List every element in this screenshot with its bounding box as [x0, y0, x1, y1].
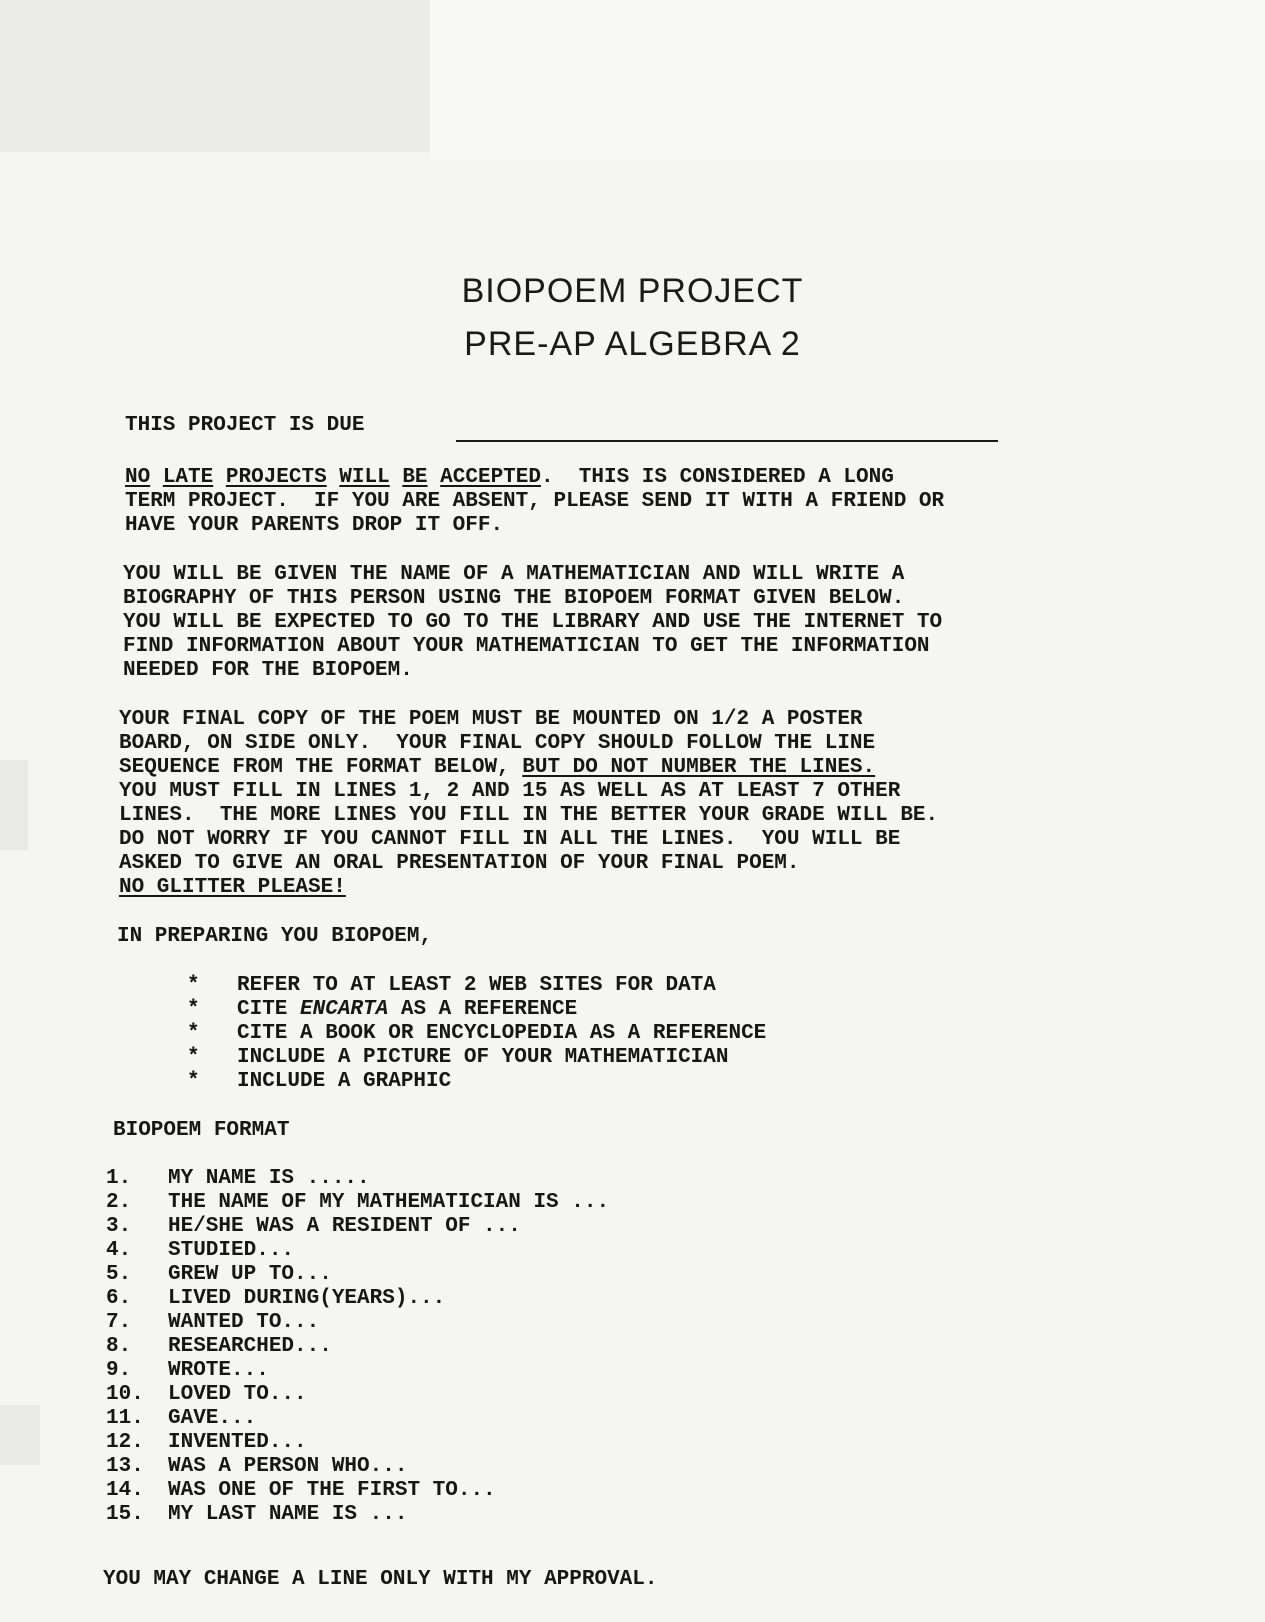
format-item-text: THE NAME OF MY MATHEMATICIAN IS ... [168, 1191, 610, 1214]
late-policy-paragraph [125, 466, 944, 538]
format-heading: BIOPOEM FORMAT [113, 1119, 290, 1142]
due-label: THIS PROJECT IS DUE [125, 414, 365, 437]
format-item-number: 13. [106, 1455, 144, 1478]
page-title: BIOPOEM PROJECT [461, 272, 804, 310]
late-policy-underlined-word: PROJECTS [225, 466, 327, 489]
format-item-number: 10. [106, 1383, 144, 1406]
assignment-paragraph [123, 563, 942, 683]
assignment-line: BIOGRAPHY OF THIS PERSON USING THE BIOPOEM FORMAT GIVEN BELOW. [123, 587, 905, 610]
late-policy-line1-rest: . THIS IS CONSIDERED A LONG [540, 466, 894, 489]
format-item-text: RESEARCHED... [168, 1335, 332, 1358]
requirement-item: INCLUDE A PICTURE OF YOUR MATHEMATICIAN [237, 1046, 729, 1069]
late-policy-underlined-word: WILL [339, 466, 390, 489]
format-item-number: 8. [106, 1335, 132, 1358]
due-date-blank-line [456, 440, 998, 442]
no-glitter-note: NO GLITTER PLEASE! [119, 876, 346, 899]
final-copy-paragraph [119, 708, 938, 900]
late-policy-underlined-word: ACCEPTED [440, 466, 541, 489]
final-copy-line: SEQUENCE FROM THE FORMAT BELOW, [119, 756, 523, 779]
late-policy-line2: TERM PROJECT. IF YOU ARE ABSENT, PLEASE SEND IT WITH A FRIEND OR [125, 490, 945, 513]
late-policy-underlined-word: LATE [162, 466, 214, 489]
format-item-text: WAS ONE OF THE FIRST TO... [168, 1479, 496, 1502]
requirement-item: CITE A BOOK OR ENCYCLOPEDIA AS A REFERENCE [237, 1022, 767, 1045]
bullet-marker: * [187, 1070, 200, 1093]
format-item-text: WROTE... [168, 1359, 269, 1382]
bullet-marker: * [187, 1046, 200, 1069]
requirement-item: INCLUDE A GRAPHIC [237, 1070, 452, 1093]
format-item-number: 11. [106, 1407, 144, 1430]
final-copy-line: BOARD, ON SIDE ONLY. YOUR FINAL COPY SHOULD FOLLOW THE LINE [119, 732, 876, 755]
format-item-text: MY NAME IS ..... [168, 1167, 370, 1190]
format-item-text: GREW UP TO... [168, 1263, 332, 1286]
assignment-line: NEEDED FOR THE BIOPOEM. [123, 659, 413, 682]
format-item-number: 5. [106, 1263, 132, 1286]
format-item-text: MY LAST NAME IS ... [168, 1503, 408, 1526]
late-policy-underlined-word: NO [125, 466, 151, 489]
scan-shading-left-edge [0, 760, 28, 850]
format-item-number: 1. [106, 1167, 132, 1190]
scan-shading-left-edge-lower [0, 1405, 40, 1465]
scan-shading-top-right [430, 0, 1265, 160]
assignment-line: YOU WILL BE EXPECTED TO GO TO THE LIBRARY AND USE THE INTERNET TO [123, 611, 943, 634]
bullet-marker: * [187, 998, 200, 1021]
final-copy-line: YOUR FINAL COPY OF THE POEM MUST BE MOUNTED ON 1/2 A POSTER [119, 708, 863, 731]
assignment-line: FIND INFORMATION ABOUT YOUR MATHEMATICIAN TO GET THE INFORMATION [123, 635, 930, 658]
format-item-number: 12. [106, 1431, 144, 1454]
final-copy-line: DO NOT WORRY IF YOU CANNOT FILL IN ALL THE LINES. YOU WILL BE [119, 828, 901, 851]
final-copy-line: YOU MUST FILL IN LINES 1, 2 AND 15 AS WELL AS AT LEAST 7 OTHER [119, 780, 901, 803]
requirements-list [187, 974, 766, 1094]
format-item-number: 7. [106, 1311, 132, 1334]
bullet-marker: * [187, 1022, 200, 1045]
requirement-item [237, 998, 577, 1021]
preparing-intro: IN PREPARING YOU BIOPOEM, [117, 925, 433, 948]
approval-note: YOU MAY CHANGE A LINE ONLY WITH MY APPROVAL. [103, 1568, 658, 1591]
final-copy-line: LINES. THE MORE LINES YOU FILL IN THE BETTER YOUR GRADE WILL BE. [119, 804, 939, 827]
format-item-number: 14. [106, 1479, 144, 1502]
format-item-text: LIVED DURING(YEARS)... [168, 1287, 446, 1310]
final-copy-line: ASKED TO GIVE AN ORAL PRESENTATION OF YOUR FINAL POEM. [119, 852, 800, 875]
format-item-number: 15. [106, 1503, 144, 1526]
assignment-line: YOU WILL BE GIVEN THE NAME OF A MATHEMATICIAN AND WILL WRITE A [123, 563, 905, 586]
requirement-item: REFER TO AT LEAST 2 WEB SITES FOR DATA [237, 974, 716, 997]
format-item-text: INVENTED... [168, 1431, 307, 1454]
page-subtitle: PRE-AP ALGEBRA 2 [464, 325, 801, 363]
final-copy-underlined-note: BUT DO NOT NUMBER THE LINES. [522, 756, 876, 779]
format-item-text: WANTED TO... [168, 1311, 320, 1334]
format-item-text: STUDIED... [168, 1239, 295, 1262]
format-item-number: 9. [106, 1359, 132, 1382]
format-list [106, 1167, 609, 1527]
requirement-item-text: CITE [237, 998, 301, 1021]
late-policy-line3: HAVE YOUR PARENTS DROP IT OFF. [125, 514, 504, 537]
format-item-number: 4. [106, 1239, 132, 1262]
format-item-number: 3. [106, 1215, 132, 1238]
format-item-text: HE/SHE WAS A RESIDENT OF ... [168, 1215, 521, 1238]
format-item-text: LOVED TO... [168, 1383, 307, 1406]
late-policy-underlined-word: BE [402, 466, 428, 489]
bullet-marker: * [187, 974, 200, 997]
format-item-number: 2. [106, 1191, 132, 1214]
format-item-number: 6. [106, 1287, 132, 1310]
format-item-text: WAS A PERSON WHO... [168, 1455, 408, 1478]
scan-shading-top-left [0, 0, 430, 152]
format-item-text: GAVE... [168, 1407, 257, 1430]
encarta-reference: ENCARTA [300, 998, 389, 1021]
requirement-item-text: AS A REFERENCE [388, 998, 578, 1021]
